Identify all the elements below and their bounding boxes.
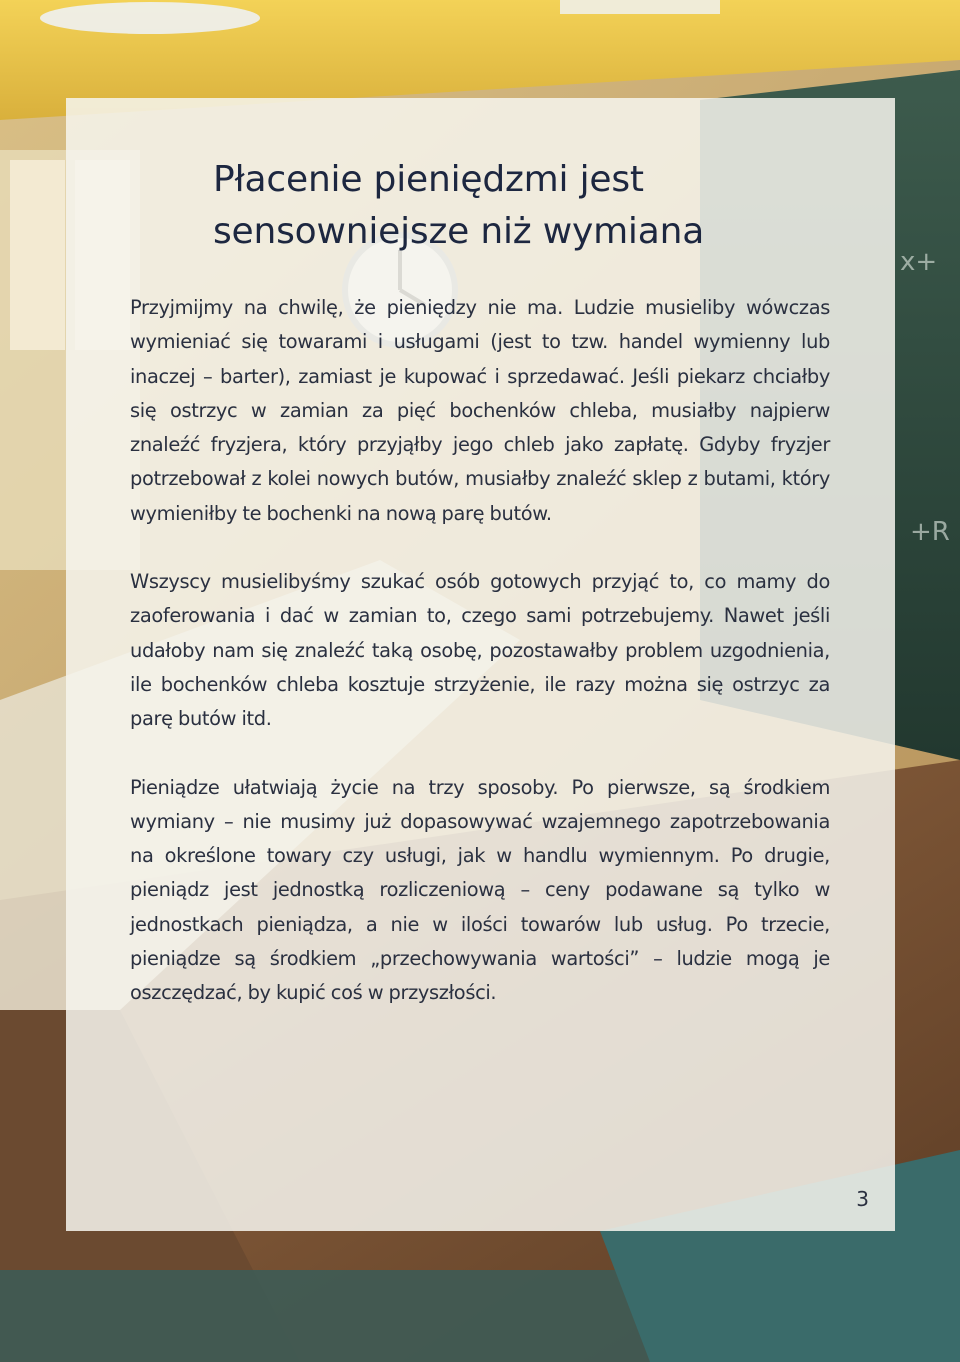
- paragraph-problem: Wszyscy musielibyśmy szukać osób gotowych przyjąć to, co mamy do zaoferowania i dać w zamian to, czego sami potrzebujemy. Nawet jeśli udałoby nam się znaleźć taką osobę, pozostawałby problem uzgodnienia, ile bochenków chleba kosztuje strzyżenie, ile razy można się ostrzyc za parę butów itd.: [130, 570, 830, 731]
- text-panel: [66, 98, 895, 1231]
- paragraph-money-functions: Pieniądze ułatwiają życie na trzy sposoby. Po pierwsze, są środkiem wymiany – nie musimy już dopasowywać wzajemnego zapotrzebowania na określone towary czy usługi, jak w handlu wymiennym. Po drugie, pieniądz jest jednostką rozliczeniową – ceny podawane są tylko w jednostkach pieniądza, a nie w ilości towarów lub usług. Po trzecie, pieniądze są środkiem „przechowywania wartości” – ludzie mogą je oszczędzać, by kupić coś w przyszłości.: [130, 775, 830, 1005]
- svg-text:+R: +R: [910, 517, 950, 547]
- page-number: 3: [856, 1187, 869, 1211]
- paragraph-barter: Przyjmijmy na chwilę, że pieniędzy nie ma. Ludzie musieliby wówczas wymieniać się towarami i usługami (jest to tzw. handel wymienny lub inaczej – barter), zamiast je kupować i sprzedawać. Jeśli piekarz chciałby się ostrzyc w zamian za pięć bochenków chleba, musiałby najpierw znaleźć fryzjera, który przyjąłby jego chleb jako zapłatę. Gdyby fryzjer potrzebował z kolei nowych butów, musiałby znaleźć sklep z butami, który wymieniłby te bochenki na nową parę butów.: [130, 296, 830, 525]
- svg-text:x+: x+: [900, 247, 938, 277]
- page-title: Płacenie pieniędzmi jest sensowniejsze niż wymiana: [213, 159, 705, 252]
- article-body: [130, 291, 830, 1045]
